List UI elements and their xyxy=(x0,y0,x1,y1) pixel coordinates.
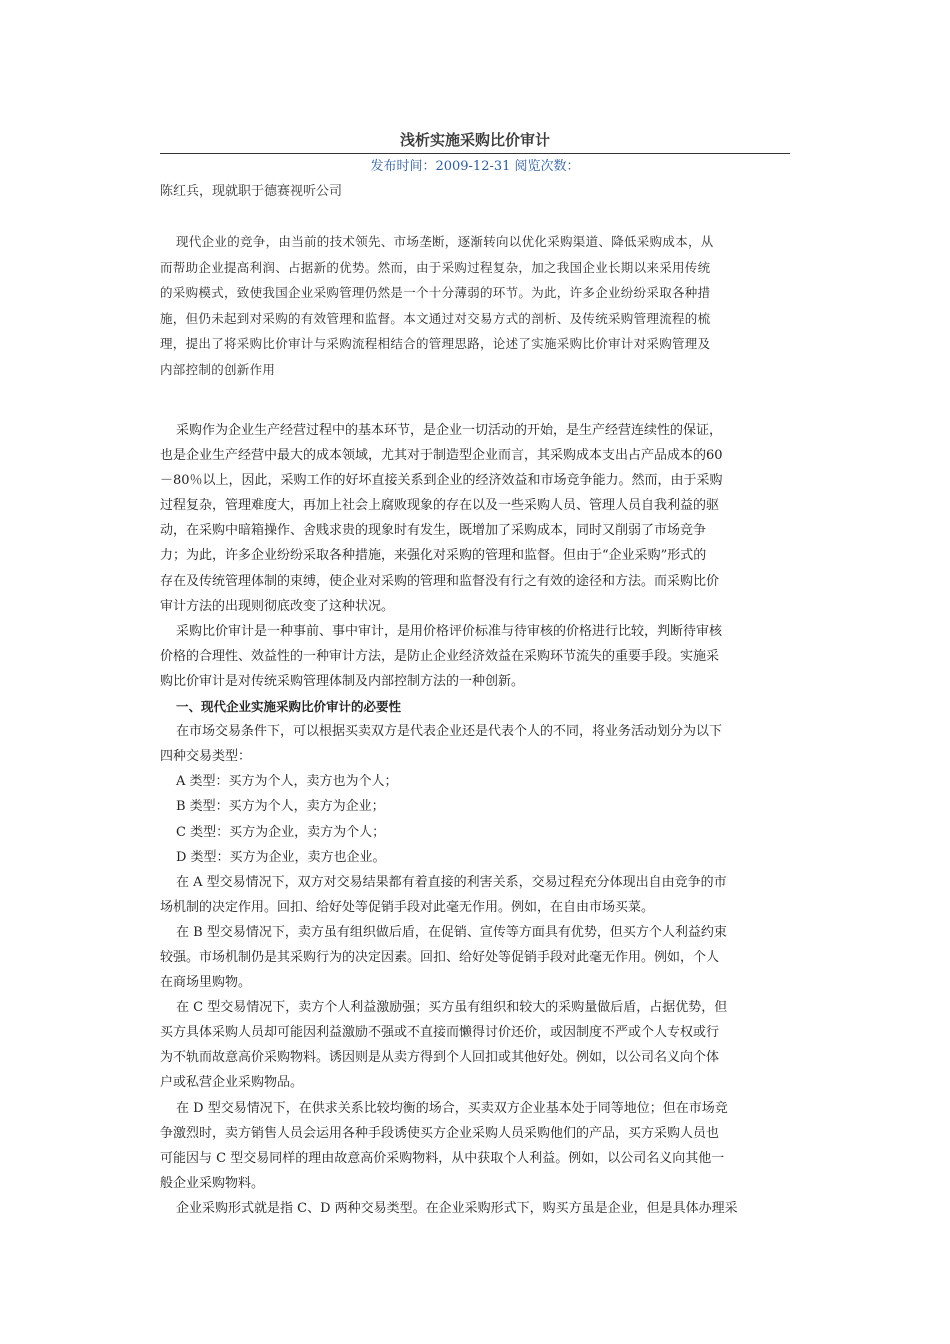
body-line: 动，在采购中暗箱操作、舍贱求贵的现象时有发生，既增加了采购成本，同时又削弱了市场竞争 xyxy=(160,523,707,539)
abstract-line: 而帮助企业提高利润、占据新的优势。然而，由于采购过程复杂，加之我国企业长期以来采用传统 xyxy=(160,259,711,275)
body-line: 可能因与 C 型交易同样的理由故意高价采购物料，从中获取个人利益。例如，以公司名义向其他一 xyxy=(160,1150,725,1166)
body-line: C 类型：买方为企业，卖方为个人； xyxy=(176,824,386,840)
article-body xyxy=(160,418,790,1221)
body-line: 也是企业生产经营中最大的成本领域，尤其对于制造型企业而言，其采购成本支出占产品成本的60 xyxy=(160,448,723,464)
body-line: B 类型：买方为个人，卖方为企业； xyxy=(176,799,385,815)
abstract-line: 理，提出了将采购比价审计与采购流程相结合的管理思路，论述了实施采购比价审计对采购管理及 xyxy=(160,336,711,351)
body-line: 四种交易类型： xyxy=(160,749,252,765)
body-line: 争激烈时，卖方销售人员会运用各种手段诱使买方企业采购人员采购他们的产品，买方采购人员也 xyxy=(160,1125,720,1141)
body-line: 买方具体采购人员却可能因利益激励不强或不直接而懒得讨价还价，或因制度不严或个人专权或行 xyxy=(160,1025,720,1041)
abstract xyxy=(160,229,790,382)
body-line: －80％以上，因此，采购工作的好坏直接关系到企业的经济效益和市场竞争能力。然而，由于采购 xyxy=(160,473,723,489)
body-line: A 类型：买方为个人，卖方也为个人； xyxy=(176,774,398,790)
body-line: 在 C 型交易情况下，卖方个人利益激励强；买方虽有组织和较大的采购量做后盾，占据优势，但 xyxy=(176,1000,728,1016)
abstract-line: 施，但仍未起到对采购的有效管理和监督。本文通过对交易方式的剖析、及传统采购管理流程的梳 xyxy=(160,310,711,326)
body-line: 场机制的决定作用。回扣、给好处等促销手段对此毫无作用。例如，在自由市场买菜。 xyxy=(160,899,655,915)
body-line: 力；为此，许多企业纷纷采取各种措施，来强化对采购的管理和监督。但由于“企业采购”形式的 xyxy=(160,548,707,564)
body-line: 户或私营企业采购物品。 xyxy=(160,1075,304,1091)
article xyxy=(160,128,790,1221)
body-line: 在 B 型交易情况下，卖方虽有组织做后盾，在促销、宣传等方面具有优势，但买方个人利益约束 xyxy=(176,924,727,940)
body-line: 采购作为企业生产经营过程中的基本环节，是企业一切活动的开始，是生产经营连续性的保证， xyxy=(176,423,723,438)
body-line: 价格的合理性、效益性的一种审计方法，是防止企业经济效益在采购环节流失的重要手段。实施采 xyxy=(160,648,720,664)
body-line: 存在及传统管理体制的束缚，使企业对采购的管理和监督没有行之有效的途径和方法。而采购比价 xyxy=(160,573,720,589)
body-line: 在 D 型交易情况下，在供求关系比较均衡的场合，买卖双方企业基本处于同等地位；但在市场竞 xyxy=(176,1100,728,1116)
body-line: 审计方法的出现则彻底改变了这种状况。 xyxy=(160,598,395,614)
section-heading: 一、现代企业实施采购比价审计的必要性 xyxy=(176,699,402,715)
body-line: D 类型：买方为企业，卖方也企业。 xyxy=(176,849,386,865)
body-line: 购比价审计是对传统采购管理体制及内部控制方法的一种创新。 xyxy=(160,673,525,689)
body-line: 为不轨而故意高价采购物料。诱因则是从卖方得到个人回扣或其他好处。例如，以公司名义向个体 xyxy=(160,1050,720,1066)
body-line: 较强。市场机制仍是其采购行为的决定因素。回扣、给好处等促销手段对此毫无作用。例如，个人 xyxy=(160,949,720,965)
author-line: 陈红兵，现就职于德赛视听公司 xyxy=(160,184,343,199)
body-line: 过程复杂，管理难度大，再加上社会上腐败现象的存在以及一些采购人员、管理人员自我利益的驱 xyxy=(160,498,720,514)
body-line: 在商场里购物。 xyxy=(160,975,252,991)
article-title: 浅析实施采购比价审计 xyxy=(399,131,550,149)
abstract-line: 的采购模式，致使我国企业采购管理仍然是一个十分薄弱的环节。为此，许多企业纷纷采取各种措 xyxy=(160,285,711,300)
body-line: 在市场交易条件下，可以根据买卖双方是代表企业还是代表个人的不同，将业务活动划分为以下 xyxy=(176,724,723,740)
body-line: 企业采购形式就是指 C、D 两种交易类型。在企业采购形式下，购买方虽是企业，但是具体办理采 xyxy=(176,1200,738,1216)
body-line: 般企业采购物料。 xyxy=(160,1175,265,1191)
abstract-line: 内部控制的创新作用 xyxy=(160,361,276,377)
body-line: 在 A 型交易情况下，双方对交易结果都有着直接的利害关系，交易过程充分体现出自由竞争的市 xyxy=(176,874,727,890)
publish-meta: 发布时间：2009-12-31 阅览次数： xyxy=(370,159,580,174)
abstract-line: 现代企业的竞争，由当前的技术领先、市场垄断，逐渐转向以优化采购渠道、降低采购成本，从 xyxy=(176,234,714,249)
body-line: 采购比价审计是一种事前、事中审计，是用价格评价标准与待审核的价格进行比较，判断待审核 xyxy=(176,623,723,639)
